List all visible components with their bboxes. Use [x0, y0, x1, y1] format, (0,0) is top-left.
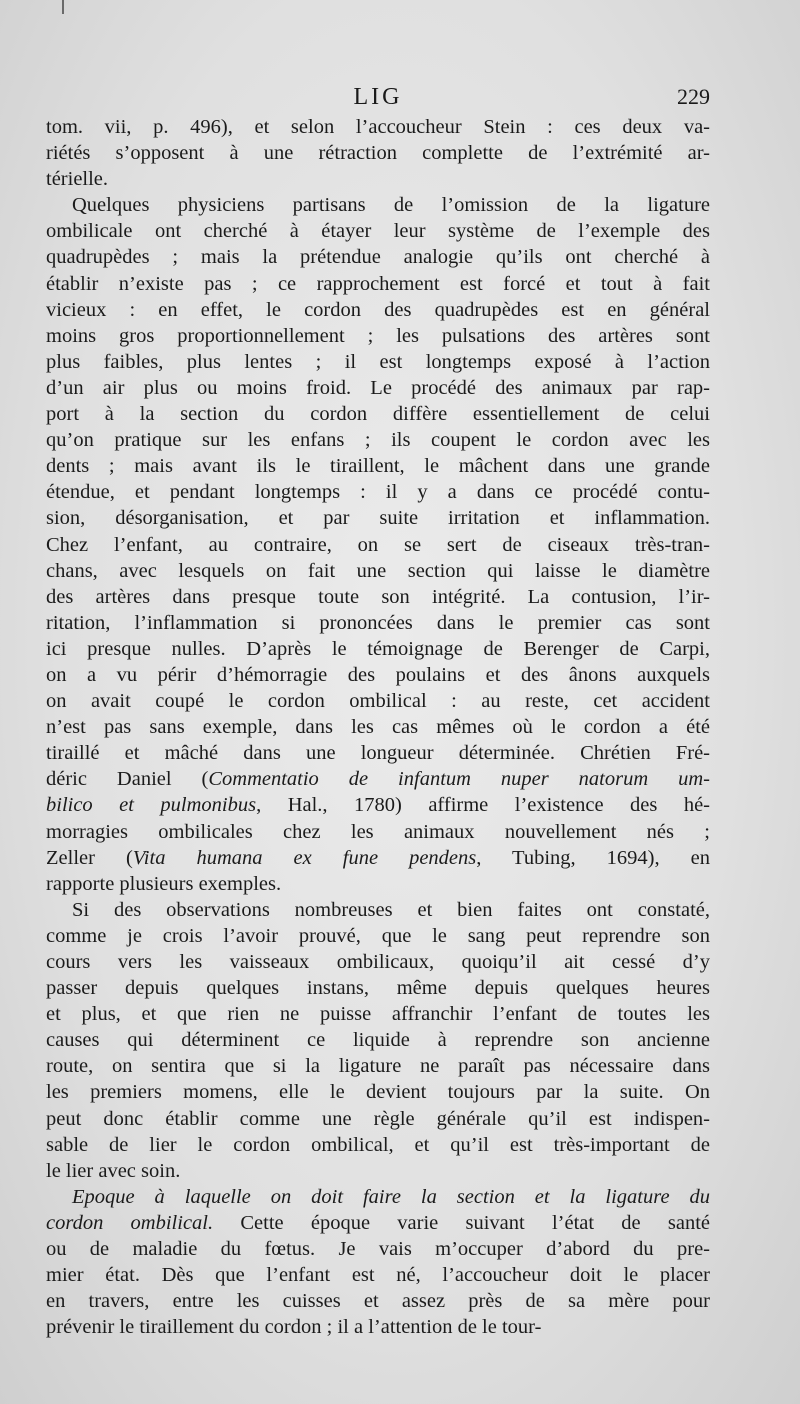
text-line [46, 766, 710, 792]
text-run: vicieux : en effet, le cordon des quadrupèdes est en général [46, 298, 710, 321]
text-line [46, 1262, 710, 1288]
text-run: plus faibles, plus lentes ; il est longtemps exposé à l’action [46, 350, 710, 373]
text-line [46, 923, 710, 949]
text-run: Quelques physiciens partisans de l’omission de la ligature [72, 194, 710, 217]
text-line [46, 558, 710, 584]
text-line [46, 140, 710, 166]
text-line [46, 1106, 710, 1132]
text-run: en travers, entre les cuisses et assez près de sa mère pour [46, 1290, 710, 1313]
text-line [46, 218, 710, 244]
text-run: sion, désorganisation, et par suite irritation et inflammation. [46, 507, 710, 530]
text-line [46, 479, 710, 505]
page-number: 229 [677, 84, 710, 109]
text-run: route, on sentira que si la ligature ne paraît pas nécessaire dans [46, 1055, 710, 1078]
text-line [46, 505, 710, 531]
text-run: passer depuis quelques instans, même depuis quelques heures [46, 977, 710, 1000]
text-run: ou de maladie du fœtus. Je vais m’occuper d’abord du pre- [46, 1238, 710, 1261]
italic-text: Vita humana ex fune pendens [132, 846, 477, 869]
text-run: peut donc établir comme une règle générale qu’il est indispen- [46, 1107, 710, 1130]
text-line [46, 819, 710, 845]
text-line [46, 584, 710, 610]
text-run: Chez l’enfant, au contraire, on se sert de ciseaux très-tran- [46, 533, 710, 556]
text-line [46, 845, 710, 871]
text-line [46, 375, 710, 401]
text-run: tiraillé et mâché dans une longueur déterminée. Chrétien Fré- [46, 742, 710, 765]
text-line [46, 297, 710, 323]
text-line [46, 636, 710, 662]
text-line [46, 714, 710, 740]
text-run: prévenir le tiraillement du cordon ; il a l’attention de le tour- [46, 1316, 542, 1339]
text-line [46, 1158, 710, 1184]
running-header [46, 84, 710, 114]
text-line [46, 688, 710, 714]
text-line [46, 532, 710, 558]
text-run: on a vu périr d’hémorragie des poulains et des ânons auxquels [46, 663, 710, 686]
text-run: déric Daniel ( [46, 768, 209, 791]
text-run: Cette époque varie suivant l’état de santé [213, 1211, 710, 1234]
text-run: qu’on pratique sur les enfans ; ils coupent le cordon avec les [46, 429, 710, 452]
text-run: , Tubing, 1694), en [476, 846, 710, 869]
text-run: n’est pas sans exemple, dans les cas mêmes où le cordon a été [46, 716, 710, 739]
text-line [46, 1053, 710, 1079]
text-run: d’un air plus ou moins froid. Le procédé des animaux par rap- [46, 376, 710, 399]
text-run: et plus, et que rien ne puisse affranchir l’enfant de toutes les [46, 1003, 710, 1026]
text-run: les premiers momens, elle le devient toujours par la suite. On [46, 1081, 710, 1104]
text-run: chans, avec lesquels on fait une section qui laisse le diamètre [46, 559, 710, 582]
text-line [46, 323, 710, 349]
text-line [46, 271, 710, 297]
text-line [46, 610, 710, 636]
text-line [46, 740, 710, 766]
text-run: térielle. [46, 168, 109, 191]
text-run: riétés s’opposent à une rétraction complette de l’extrémité ar- [46, 142, 710, 165]
text-run: , Hal., 1780) affirme l’existence des hé- [256, 794, 710, 817]
text-run: Si des observations nombreuses et bien faites ont constaté, [72, 898, 710, 921]
text-line [46, 1236, 710, 1262]
page-edge-mark [62, 0, 64, 14]
text-run: le lier avec soin. [46, 1159, 181, 1182]
text-line [46, 401, 710, 427]
text-run: des artères dans presque toute son intégrité. La contusion, l’ir- [46, 585, 710, 608]
text-run: rapporte plusieurs exemples. [46, 872, 282, 895]
text-line [46, 1132, 710, 1158]
text-run: mier état. Dès que l’enfant est né, l’accoucheur doit le placer [46, 1264, 710, 1287]
text-run: moins gros proportionnellement ; les pulsations des artères sont [46, 324, 710, 347]
text-line [46, 1027, 710, 1053]
text-run: sable de lier le cordon ombilical, et qu’il est très-important de [46, 1133, 710, 1156]
text-line [46, 975, 710, 1001]
text-run: morragies ombilicales chez les animaux nouvellement nés ; [46, 820, 710, 843]
text-line [46, 166, 710, 192]
text-run: dents ; mais avant ils le tiraillent, le mâchent dans une grande [46, 455, 710, 478]
italic-text: bilico et pulmonibus [46, 794, 257, 817]
text-line [46, 244, 710, 270]
text-line [46, 1210, 710, 1236]
text-line [46, 453, 710, 479]
text-line [46, 1314, 710, 1340]
running-title: LIG [353, 84, 403, 110]
text-line [46, 1288, 710, 1314]
text-line [46, 871, 710, 897]
text-run: Zeller ( [46, 846, 133, 869]
italic-text: Commentatio de infantum nuper natorum um- [208, 768, 710, 791]
text-run: étendue, et pendant longtemps : il y a dans ce procédé contu- [46, 481, 710, 504]
text-line [46, 1184, 710, 1210]
italic-text: Epoque à laquelle on doit faire la section et la ligature du [72, 1185, 710, 1208]
text-line [46, 192, 710, 218]
text-line [46, 1001, 710, 1027]
text-run: causes qui déterminent ce liquide à reprendre son ancienne [46, 1029, 710, 1052]
text-run: ici presque nulles. D’après le témoignage de Berenger de Carpi, [46, 637, 710, 660]
text-line [46, 897, 710, 923]
text-run: port à la section du cordon diffère essentiellement de celui [46, 403, 710, 426]
text-line [46, 662, 710, 688]
text-line [46, 427, 710, 453]
text-line [46, 1079, 710, 1105]
text-line [46, 792, 710, 818]
text-run: tom. vii, p. 496), et selon l’accoucheur Stein : ces deux va- [46, 116, 710, 138]
text-run: quadrupèdes ; mais la prétendue analogie qu’ils ont cherché à [46, 246, 710, 269]
text-line [46, 949, 710, 975]
text-line [46, 114, 710, 140]
text-run: cours vers les vaisseaux ombilicaux, quoiqu’il ait cessé d’y [46, 951, 710, 973]
text-run: établir n’existe pas ; ce rapprochement est forcé et tout à fait [46, 272, 710, 295]
italic-text: cordon ombilical. [46, 1211, 214, 1234]
text-run: on avait coupé le cordon ombilical : au reste, cet accident [46, 690, 710, 713]
body-text [46, 114, 710, 1340]
text-run: comme je crois l’avoir prouvé, que le sang peut reprendre son [46, 924, 710, 947]
text-run: ritation, l’inflammation si prononcées dans le premier cas sont [46, 611, 710, 634]
text-run: ombilicale ont cherché à étayer leur système de l’exemple des [46, 220, 710, 243]
text-line [46, 349, 710, 375]
